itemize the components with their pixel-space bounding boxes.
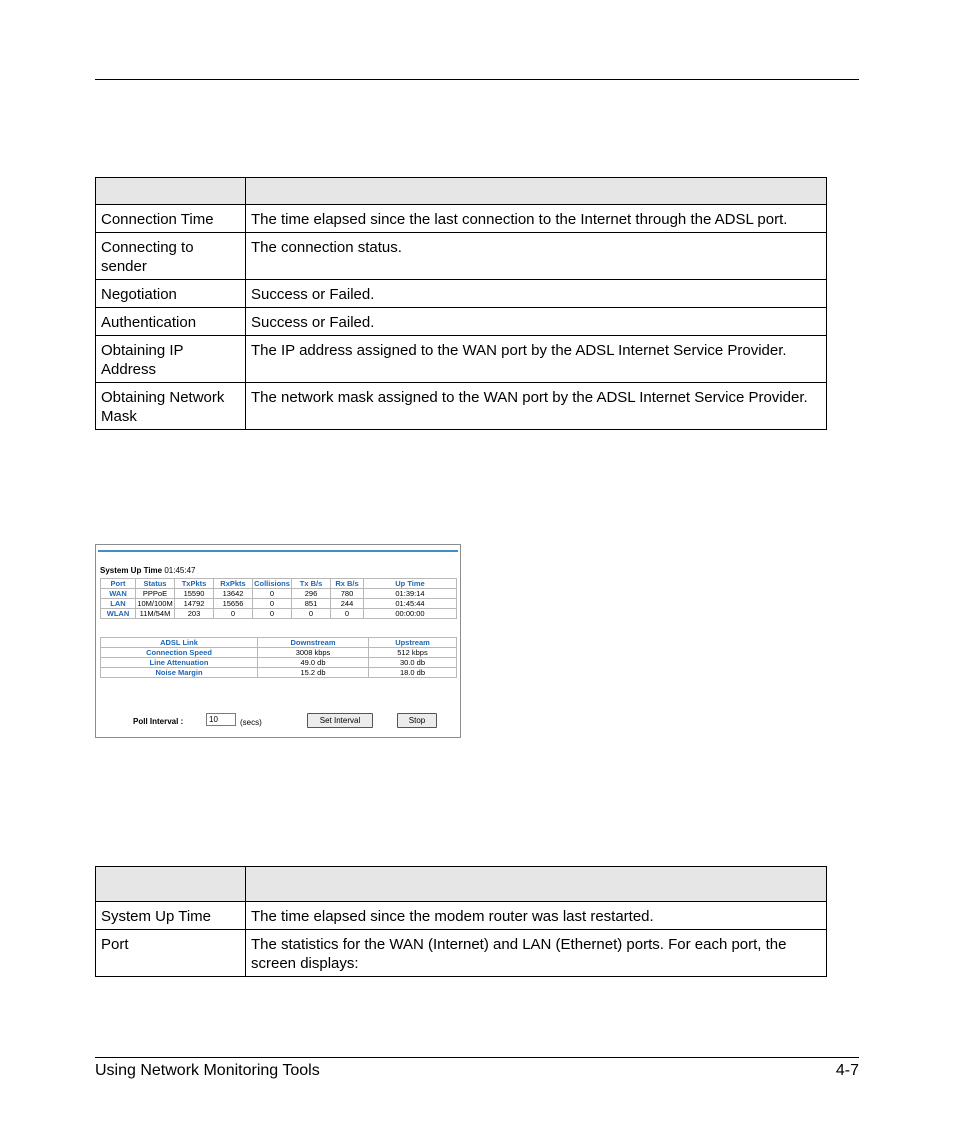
- adsl-upstream: 18.0 db: [369, 668, 457, 678]
- port-uptime: 01:39:14: [364, 589, 457, 599]
- table-row: [96, 280, 827, 308]
- port-txbs: 296: [292, 589, 331, 599]
- adsl-metric: Connection Speed: [101, 648, 258, 658]
- adsl-link-table: [100, 637, 457, 678]
- adsl-downstream: 3008 kbps: [258, 648, 369, 658]
- field-name: Port: [96, 930, 246, 977]
- field-name: Negotiation: [96, 280, 246, 308]
- adsl-upstream: 30.0 db: [369, 658, 457, 668]
- port-table-header: [101, 579, 457, 589]
- col-upstream: Upstream: [369, 638, 457, 648]
- footer-rule: [95, 1057, 859, 1058]
- table-row: [101, 668, 457, 678]
- field-description: The IP address assigned to the WAN port by the ADSL Internet Service Provider.: [246, 336, 827, 383]
- port-rxpkts: 13642: [214, 589, 253, 599]
- field-description: The time elapsed since the modem router was last restarted.: [246, 902, 827, 930]
- table-row: [96, 930, 827, 977]
- table-row: [96, 383, 827, 430]
- table-header-row: [96, 867, 827, 902]
- table-row: [101, 609, 457, 619]
- port-collisions: 0: [253, 599, 292, 609]
- system-up-time-label: System Up Time: [100, 566, 163, 575]
- secs-label: (secs): [240, 718, 262, 727]
- footer-title: Using Network Monitoring Tools: [95, 1062, 320, 1079]
- col-rxpkts: RxPkts: [214, 579, 253, 589]
- port-name: LAN: [101, 599, 136, 609]
- system-up-time-value: 01:45:47: [164, 566, 196, 575]
- col-uptime: Up Time: [364, 579, 457, 589]
- table-row: [96, 308, 827, 336]
- port-uptime: 00:00:00: [364, 609, 457, 619]
- adsl-downstream: 15.2 db: [258, 668, 369, 678]
- port-rxbs: 0: [331, 609, 364, 619]
- port-txpkts: 15590: [175, 589, 214, 599]
- field-name: Obtaining Network Mask: [96, 383, 246, 430]
- poll-interval-input[interactable]: [206, 713, 236, 726]
- stop-button[interactable]: Stop: [397, 713, 437, 728]
- screenshot-top-bar: [98, 550, 458, 552]
- field-name: System Up Time: [96, 902, 246, 930]
- header-rule: [95, 79, 859, 80]
- port-txbs: 851: [292, 599, 331, 609]
- system-up-time: [100, 566, 195, 575]
- poll-interval-label: Poll Interval :: [133, 717, 184, 726]
- col-collisions: Collisions: [254, 579, 290, 588]
- field-description: The network mask assigned to the WAN port by the ADSL Internet Service Provider.: [246, 383, 827, 430]
- router-statistics-screenshot: [95, 544, 461, 738]
- adsl-table-header: [101, 638, 457, 648]
- table-row: [96, 205, 827, 233]
- col-rxbs: Rx B/s: [331, 579, 364, 589]
- port-name: WAN: [101, 589, 136, 599]
- port-name: WLAN: [101, 609, 136, 619]
- field-description: The time elapsed since the last connection to the Internet through the ADSL port.: [246, 205, 827, 233]
- field-description: The connection status.: [246, 233, 827, 280]
- col-downstream: Downstream: [258, 638, 369, 648]
- port-status: 11M/54M: [136, 609, 175, 619]
- set-interval-button[interactable]: Set Interval: [307, 713, 373, 728]
- port-rxbs: 244: [331, 599, 364, 609]
- table-row: [96, 902, 827, 930]
- adsl-upstream: 512 kbps: [369, 648, 457, 658]
- statistics-field-table: [95, 866, 827, 977]
- adsl-metric: Noise Margin: [101, 668, 258, 678]
- port-uptime: 01:45:44: [364, 599, 457, 609]
- table-row: [101, 658, 457, 668]
- port-statistics-table: [100, 578, 457, 619]
- connection-status-table: [95, 177, 827, 430]
- col-adsl-link: ADSL Link: [101, 638, 258, 648]
- col-txbs: Tx B/s: [292, 579, 331, 589]
- col-port: Port: [101, 579, 136, 589]
- col-txpkts: TxPkts: [175, 579, 214, 589]
- port-rxpkts: 15656: [214, 599, 253, 609]
- table-row: [96, 336, 827, 383]
- field-description: Success or Failed.: [246, 308, 827, 336]
- field-name: Connecting to sender: [96, 233, 246, 280]
- adsl-metric: Line Attenuation: [101, 658, 258, 668]
- port-status: 10M/100M: [137, 599, 173, 608]
- port-status: PPPoE: [136, 589, 175, 599]
- table-row: [96, 233, 827, 280]
- field-name: Connection Time: [96, 205, 246, 233]
- field-name: Obtaining IP Address: [96, 336, 246, 383]
- port-collisions: 0: [253, 589, 292, 599]
- field-name: Authentication: [96, 308, 246, 336]
- port-txpkts: 14792: [175, 599, 214, 609]
- port-collisions: 0: [253, 609, 292, 619]
- port-rxpkts: 0: [214, 609, 253, 619]
- port-rxbs: 780: [331, 589, 364, 599]
- col-status: Status: [136, 579, 175, 589]
- port-txbs: 0: [292, 609, 331, 619]
- port-txpkts: 203: [175, 609, 214, 619]
- table-row: [101, 589, 457, 599]
- adsl-downstream: 49.0 db: [258, 658, 369, 668]
- field-description: Success or Failed.: [246, 280, 827, 308]
- table-header-row: [96, 178, 827, 205]
- table-row: [101, 599, 457, 609]
- table-row: [101, 648, 457, 658]
- field-description: The statistics for the WAN (Internet) and LAN (Ethernet) ports. For each port, the screen displays:: [246, 930, 827, 977]
- page-number: 4-7: [835, 1062, 859, 1079]
